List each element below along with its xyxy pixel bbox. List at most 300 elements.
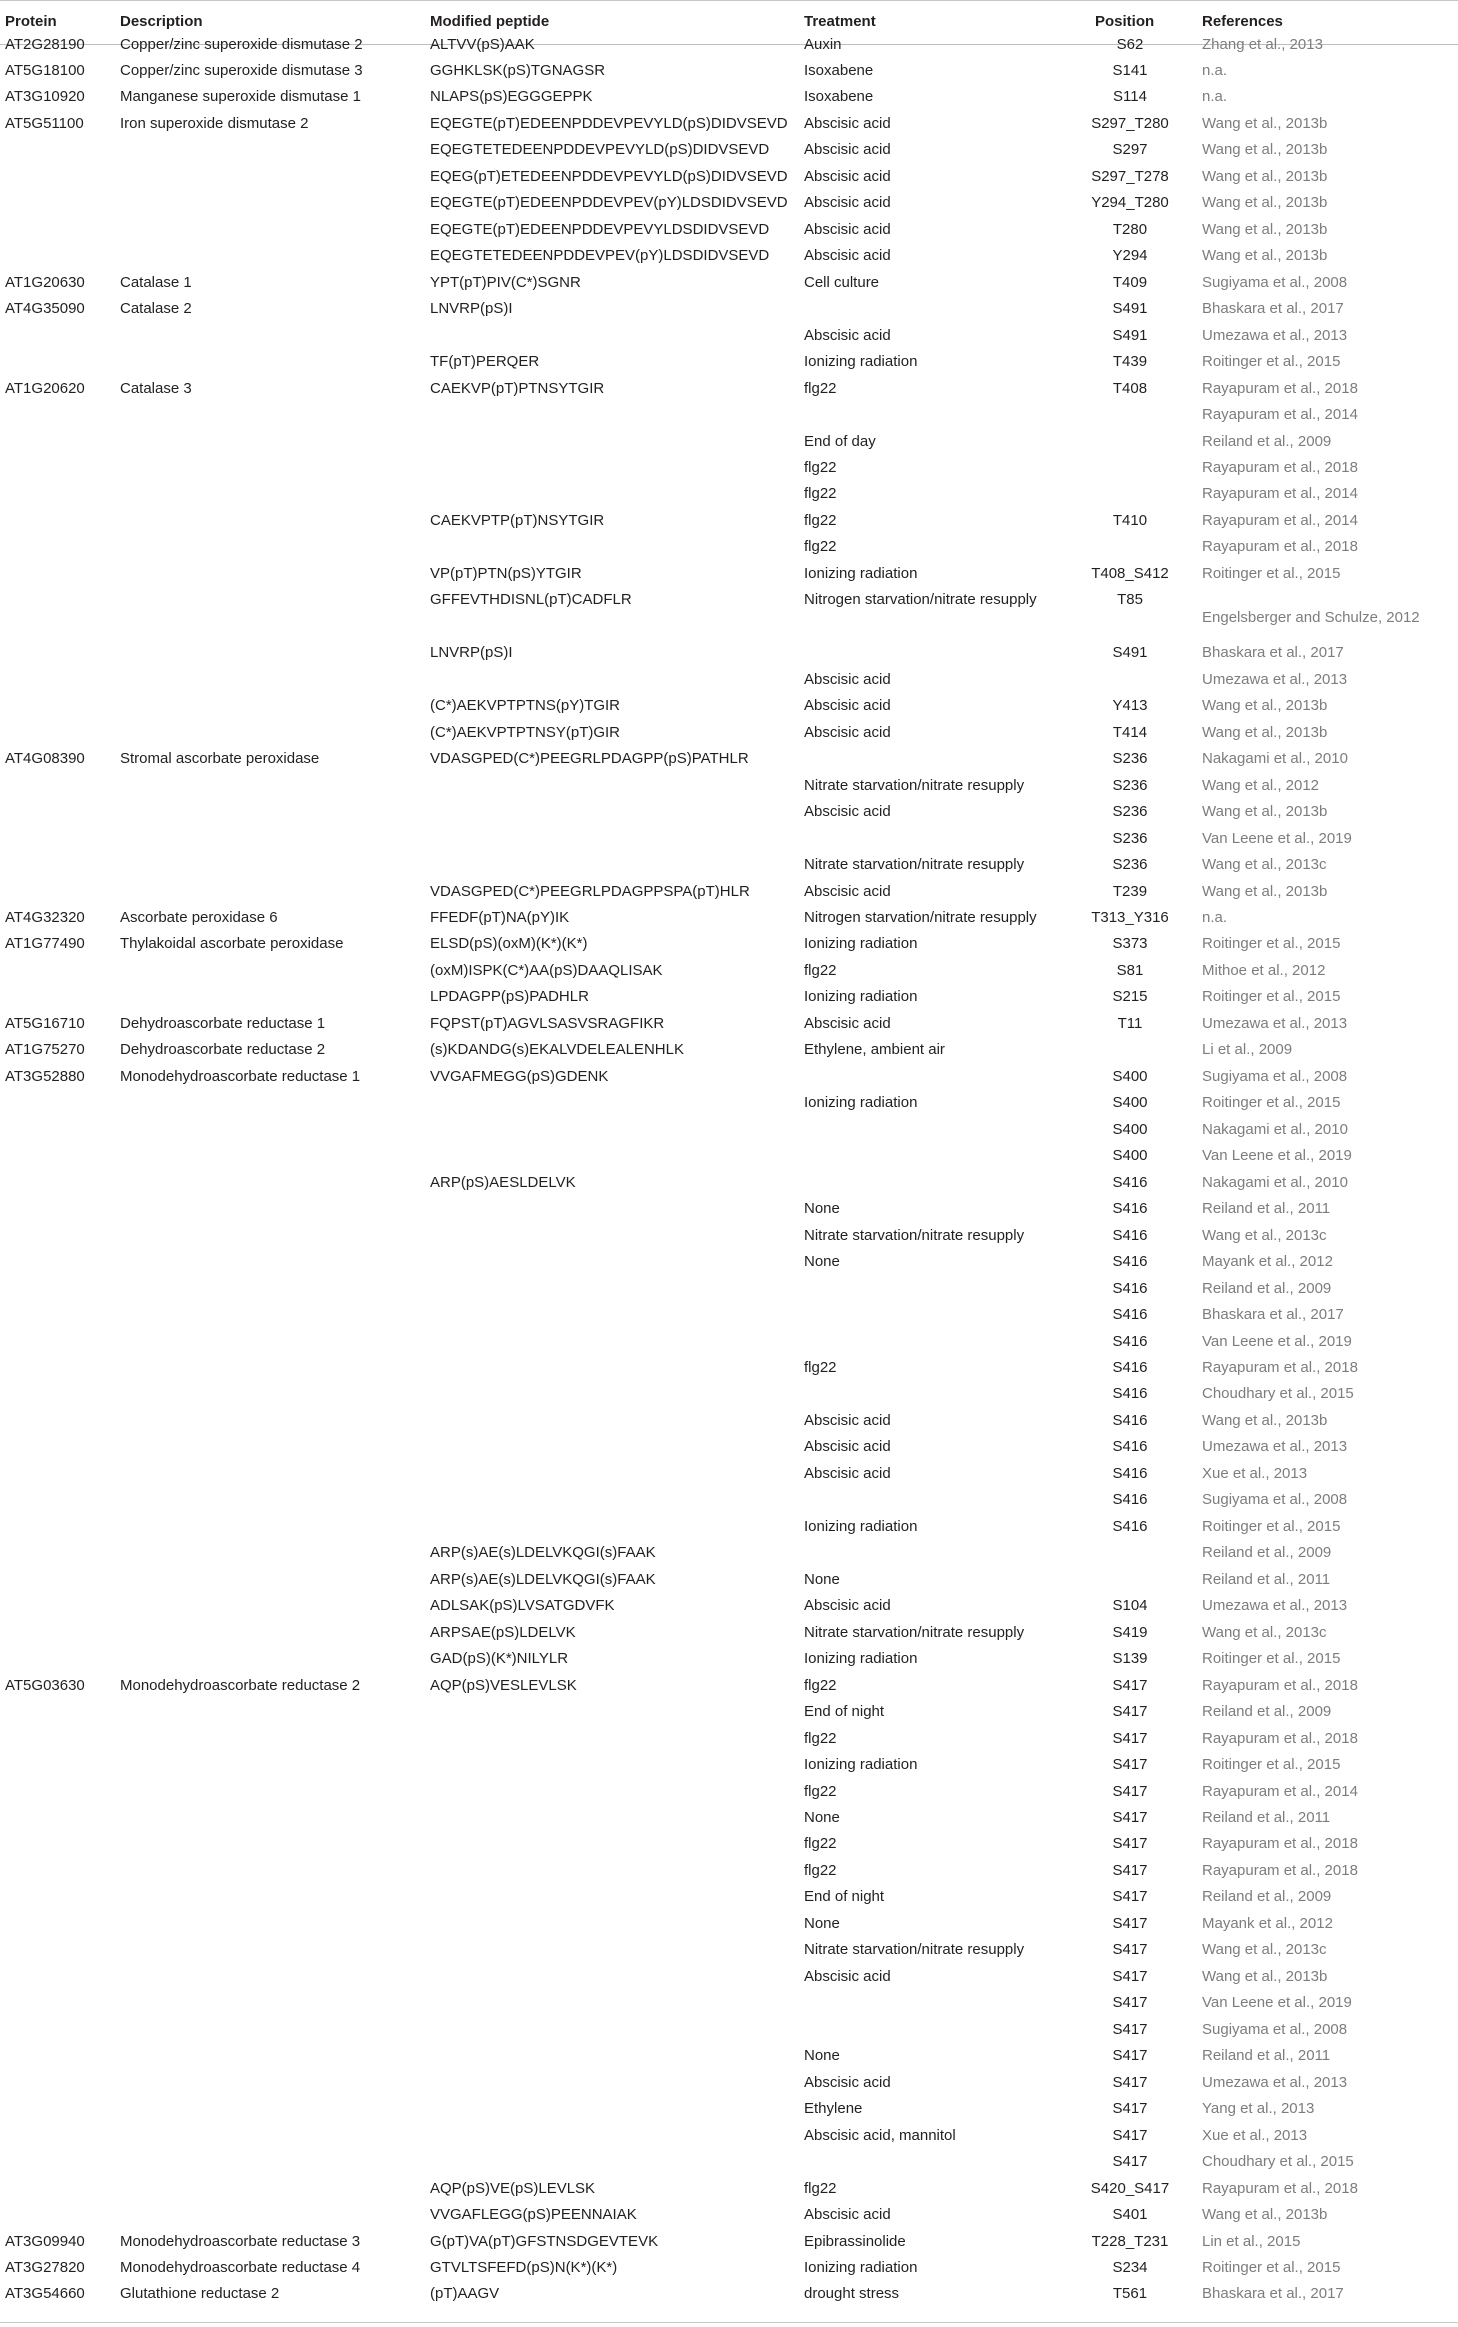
- protein-cell: AT2G28190: [5, 35, 85, 53]
- description-cell: Monodehydroascorbate reductase 4: [120, 2258, 361, 2276]
- treatment-cell: flg22: [804, 961, 837, 979]
- description-cell: Monodehydroascorbate reductase 1: [120, 1067, 361, 1085]
- modified-peptide-cell: LNVRP(pS)I: [430, 644, 513, 662]
- table-row: [0, 32, 1458, 58]
- treatment-cell: flg22: [804, 1676, 837, 1694]
- reference-cell: Roitinger et al., 2015: [1202, 353, 1341, 371]
- table-row: [0, 1726, 1458, 1752]
- reference-cell: Van Leene et al., 2019: [1202, 1994, 1352, 2012]
- description-cell: Catalase 3: [120, 379, 192, 397]
- table-row: [0, 905, 1458, 931]
- table-row: [0, 2043, 1458, 2069]
- position-cell: S236: [1112, 829, 1148, 847]
- reference-cell: Li et al., 2009: [1202, 1041, 1293, 1059]
- position-cell: T414: [1112, 723, 1148, 741]
- reference-cell: Nakagami et al., 2010: [1202, 1120, 1348, 1138]
- modified-peptide-cell: (C*)AEKVPTPTNS(pY)TGIR: [430, 697, 621, 715]
- reference-cell: Xue et al., 2013: [1202, 1464, 1308, 1482]
- protein-cell: AT5G16710: [5, 1014, 85, 1032]
- treatment-cell: Ionizing radiation: [804, 935, 918, 953]
- modified-peptide-cell: GAD(pS)(K*)NILYLR: [430, 1650, 569, 1668]
- table-row: [0, 746, 1458, 772]
- modified-peptide-cell: VVGAFLEGG(pS)PEENNAIAK: [430, 2206, 637, 2224]
- treatment-cell: Abscisic acid: [804, 194, 891, 212]
- header-protein: Protein: [5, 13, 57, 30]
- position-cell: S400: [1112, 1094, 1148, 1112]
- reference-cell: Wang et al., 2013c: [1202, 1941, 1327, 1959]
- table-row: [0, 587, 1458, 627]
- protein-cell: AT4G35090: [5, 300, 85, 318]
- protein-cell: AT1G75270: [5, 1041, 85, 1059]
- modified-peptide-cell: VDASGPED(C*)PEEGRLPDAGPP(pS)PATHLR: [430, 750, 749, 768]
- position-cell: [1075, 667, 1185, 693]
- header-references: References: [1202, 13, 1283, 30]
- position-cell: S417: [1112, 1782, 1148, 1800]
- reference-cell: Rayapuram et al., 2018: [1202, 1359, 1358, 1376]
- reference-cell: Wang et al., 2013b: [1202, 723, 1328, 741]
- protein-cell: AT3G54660: [5, 2285, 85, 2303]
- reference-cell: Rayapuram et al., 2018: [1202, 2179, 1358, 2197]
- treatment-cell: flg22: [804, 1359, 837, 1376]
- position-cell: S417: [1112, 2073, 1148, 2091]
- table-row: [0, 2229, 1458, 2255]
- description-cell: Monodehydroascorbate reductase 2: [120, 1676, 361, 1694]
- table-row: [0, 1567, 1458, 1593]
- treatment-cell: Abscisic acid: [804, 1464, 891, 1482]
- table-row: [0, 296, 1458, 322]
- table-row: [0, 455, 1458, 481]
- position-cell: S416: [1112, 1464, 1148, 1482]
- treatment-cell: Abscisic acid: [804, 167, 891, 185]
- position-cell: S416: [1112, 1226, 1148, 1244]
- position-cell: S416: [1112, 1173, 1148, 1191]
- position-cell: [1075, 534, 1185, 560]
- position-cell: T410: [1112, 511, 1148, 529]
- treatment-cell: Abscisic acid: [804, 670, 891, 688]
- position-cell: S419: [1112, 1623, 1148, 1641]
- reference-cell: Wang et al., 2012: [1202, 776, 1320, 794]
- treatment-cell: Nitrate starvation/nitrate resupply: [804, 776, 1025, 794]
- position-cell: T561: [1112, 2285, 1148, 2303]
- modified-peptide-cell: G(pT)VA(pT)GFSTNSDGEVTEVK: [430, 2232, 659, 2250]
- table-row: [0, 243, 1458, 269]
- treatment-cell: None: [804, 2047, 840, 2065]
- position-cell: S417: [1112, 1729, 1148, 1747]
- modified-peptide-cell: VVGAFMEGG(pS)GDENK: [430, 1067, 609, 1085]
- table-bottom-rule: [0, 2322, 1458, 2323]
- table-row: [0, 984, 1458, 1010]
- treatment-cell: flg22: [804, 538, 837, 556]
- modified-peptide-cell: (s)KDANDG(s)EKALVDELEALENHLK: [430, 1041, 684, 1059]
- treatment-cell: flg22: [804, 1835, 837, 1853]
- reference-cell: Umezawa et al., 2013: [1202, 2073, 1348, 2091]
- description-cell: Thylakoidal ascorbate peroxidase: [120, 935, 344, 953]
- modified-peptide-cell: EQEGTETEDEENPDDEVPEV(pY)LDSDIDVSEVD: [430, 247, 770, 265]
- position-cell: S417: [1112, 1967, 1148, 1985]
- position-cell: T408_S412: [1091, 564, 1169, 582]
- reference-cell: Wang et al., 2013c: [1202, 1226, 1327, 1244]
- description-cell: Manganese superoxide dismutase 1: [120, 88, 361, 106]
- position-cell: S401: [1112, 2206, 1148, 2224]
- modified-peptide-cell: ARP(pS)AESLDELVK: [430, 1173, 576, 1191]
- treatment-cell: drought stress: [804, 2285, 900, 2303]
- position-cell: S416: [1112, 1438, 1148, 1456]
- position-cell: S417: [1112, 1914, 1148, 1932]
- modified-peptide-cell: ARP(s)AE(s)LDELVKQGI(s)FAAK: [430, 1570, 656, 1588]
- table-row: [0, 640, 1458, 666]
- position-cell: S416: [1112, 1200, 1148, 1218]
- table-row: [0, 799, 1458, 825]
- treatment-cell: Abscisic acid: [804, 1597, 891, 1615]
- table-row: [0, 1593, 1458, 1619]
- treatment-cell: Abscisic acid: [804, 1967, 891, 1985]
- modified-peptide-cell: LNVRP(pS)I: [430, 300, 513, 318]
- position-cell: S104: [1112, 1597, 1148, 1615]
- table-row: [0, 614, 1458, 640]
- protein-cell: AT1G20620: [5, 379, 85, 397]
- reference-cell: Wang et al., 2013b: [1202, 803, 1328, 821]
- reference-cell: Nakagami et al., 2010: [1202, 1173, 1348, 1191]
- table-row: [0, 1487, 1458, 1513]
- position-cell: T313_Y316: [1091, 909, 1169, 926]
- treatment-cell: Abscisic acid: [804, 723, 891, 741]
- treatment-cell: Abscisic acid: [804, 882, 891, 900]
- reference-cell: n.a.: [1202, 909, 1228, 926]
- table-row: [0, 1514, 1458, 1540]
- position-cell: S417: [1112, 2047, 1148, 2065]
- reference-cell: Rayapuram et al., 2018: [1202, 1861, 1358, 1879]
- reference-cell: Roitinger et al., 2015: [1202, 2258, 1341, 2276]
- description-cell: Monodehydroascorbate reductase 3: [120, 2232, 361, 2250]
- treatment-cell: None: [804, 1253, 840, 1271]
- treatment-cell: flg22: [804, 511, 837, 529]
- modified-peptide-cell: GGHKLSK(pS)TGNAGSR: [430, 61, 606, 79]
- table-row: [0, 2070, 1458, 2096]
- modified-peptide-cell: CAEKVP(pT)PTNSYTGIR: [430, 379, 605, 397]
- reference-cell: n.a.: [1202, 61, 1228, 79]
- reference-cell: Roitinger et al., 2015: [1202, 1756, 1341, 1774]
- treatment-cell: Auxin: [804, 35, 842, 53]
- table-row: [0, 2202, 1458, 2228]
- treatment-cell: Abscisic acid: [804, 141, 891, 159]
- protein-cell: AT3G52880: [5, 1067, 85, 1085]
- treatment-cell: Abscisic acid: [804, 114, 891, 132]
- position-cell: S236: [1112, 750, 1148, 768]
- treatment-cell: flg22: [804, 1729, 837, 1747]
- position-cell: Y294_T280: [1091, 194, 1169, 212]
- position-cell: S491: [1112, 300, 1148, 318]
- treatment-cell: Ionizing radiation: [804, 1756, 918, 1774]
- position-cell: T408: [1112, 379, 1148, 397]
- treatment-cell: End of day: [804, 432, 876, 450]
- modified-peptide-cell: (pT)AAGV: [430, 2285, 500, 2303]
- table-row: [0, 111, 1458, 137]
- treatment-cell: Epibrassinolide: [804, 2232, 906, 2250]
- position-cell: S400: [1112, 1120, 1148, 1138]
- table-row: [0, 1223, 1458, 1249]
- reference-cell: Van Leene et al., 2019: [1202, 1147, 1352, 1165]
- description-cell: Catalase 2: [120, 300, 192, 318]
- reference-cell: Roitinger et al., 2015: [1202, 935, 1341, 953]
- reference-cell: Sugiyama et al., 2008: [1202, 1491, 1348, 1509]
- position-cell: S417: [1112, 2020, 1148, 2038]
- position-cell: T280: [1112, 220, 1148, 238]
- table-row: [0, 1990, 1458, 2016]
- table-row: [0, 1646, 1458, 1672]
- position-cell: S417: [1112, 1676, 1148, 1694]
- reference-cell: Bhaskara et al., 2017: [1202, 300, 1344, 318]
- reference-cell: Reiland et al., 2011: [1202, 2047, 1331, 2065]
- modified-peptide-cell: VDASGPED(C*)PEEGRLPDAGPPSPA(pT)HLR: [430, 882, 750, 900]
- reference-cell: Roitinger et al., 2015: [1202, 1517, 1341, 1535]
- position-cell: S491: [1112, 326, 1148, 344]
- reference-cell: Bhaskara et al., 2017: [1202, 1306, 1344, 1324]
- modified-peptide-cell: GFFEVTHDISNL(pT)CADFLR: [430, 591, 632, 609]
- position-cell: S141: [1112, 61, 1148, 79]
- position-cell: S400: [1112, 1067, 1148, 1085]
- reference-cell: Sugiyama et al., 2008: [1202, 1067, 1348, 1085]
- position-cell: S420_S417: [1090, 2179, 1170, 2197]
- table-top-rule: [0, 0, 1458, 1]
- table-row: [0, 1408, 1458, 1434]
- table-row: [0, 1381, 1458, 1407]
- position-cell: S417: [1112, 1994, 1148, 2012]
- modified-peptide-cell: ELSD(pS)(oxM)(K*)(K*): [430, 935, 588, 953]
- table-row: [0, 1011, 1458, 1037]
- reference-cell: Reiland et al., 2009: [1202, 432, 1332, 450]
- reference-cell: Mithoe et al., 2012: [1202, 961, 1326, 979]
- position-cell: S236: [1112, 776, 1148, 794]
- position-cell: T228_T231: [1091, 2232, 1169, 2250]
- protein-cell: AT3G27820: [5, 2258, 85, 2276]
- treatment-cell: flg22: [804, 379, 837, 397]
- table-row: [0, 402, 1458, 428]
- table-row: [0, 879, 1458, 905]
- position-cell: S417: [1112, 1835, 1148, 1853]
- table-row: [0, 2255, 1458, 2281]
- reference-cell: Engelsberger and Schulze, 2012: [1202, 609, 1420, 627]
- position-cell: S236: [1112, 856, 1148, 874]
- treatment-cell: Nitrogen starvation/nitrate resupply: [804, 591, 1037, 609]
- position-cell: [1075, 1540, 1185, 1566]
- position-cell: S417: [1112, 1888, 1148, 1906]
- position-cell: S416: [1112, 1517, 1148, 1535]
- modified-peptide-cell: YPT(pT)PIV(C*)SGNR: [430, 273, 581, 291]
- treatment-cell: Nitrate starvation/nitrate resupply: [804, 1623, 1025, 1641]
- modified-peptide-cell: (C*)AEKVPTPTNSY(pT)GIR: [430, 723, 621, 741]
- treatment-cell: Nitrogen starvation/nitrate resupply: [804, 909, 1037, 926]
- treatment-cell: Ionizing radiation: [804, 1517, 918, 1535]
- position-cell: S297_T278: [1091, 167, 1169, 185]
- table-row: [0, 1699, 1458, 1725]
- reference-cell: Roitinger et al., 2015: [1202, 564, 1341, 582]
- table-row: [0, 190, 1458, 216]
- treatment-cell: None: [804, 1570, 840, 1588]
- description-cell: Dehydroascorbate reductase 1: [120, 1014, 326, 1032]
- position-cell: S139: [1112, 1650, 1148, 1668]
- table-row: [0, 2123, 1458, 2149]
- position-cell: [1075, 402, 1185, 428]
- header-treatment: Treatment: [804, 13, 876, 30]
- header-modified-peptide: Modified peptide: [430, 13, 550, 30]
- table-row: [0, 852, 1458, 878]
- reference-cell: Rayapuram et al., 2018: [1202, 459, 1358, 477]
- position-cell: S417: [1112, 2100, 1148, 2118]
- table-row: [0, 1540, 1458, 1566]
- position-cell: S114: [1113, 88, 1147, 106]
- reference-cell: Yang et al., 2013: [1202, 2100, 1315, 2118]
- table-row: [0, 1302, 1458, 1328]
- table-row: [0, 1620, 1458, 1646]
- treatment-cell: Ionizing radiation: [804, 1094, 918, 1112]
- table-row: [0, 1117, 1458, 1143]
- modified-peptide-cell: ADLSAK(pS)LVSATGDVFK: [430, 1597, 615, 1615]
- description-cell: Stromal ascorbate peroxidase: [120, 750, 320, 768]
- table-row: [0, 376, 1458, 402]
- position-cell: S81: [1116, 961, 1144, 979]
- position-cell: S491: [1112, 644, 1148, 662]
- description-cell: Glutathione reductase 2: [120, 2285, 280, 2303]
- position-cell: [1075, 481, 1185, 507]
- reference-cell: Wang et al., 2013b: [1202, 167, 1328, 185]
- table-row: [0, 826, 1458, 852]
- modified-peptide-cell: AQP(pS)VE(pS)LEVLSK: [430, 2179, 596, 2197]
- position-cell: [1075, 1037, 1185, 1063]
- table-row: [0, 1858, 1458, 1884]
- treatment-cell: Ionizing radiation: [804, 1650, 918, 1668]
- description-cell: Iron superoxide dismutase 2: [120, 114, 309, 132]
- table-row: [0, 1937, 1458, 1963]
- table-row: [0, 2281, 1458, 2307]
- table-row: [0, 2149, 1458, 2175]
- table-row: [0, 1752, 1458, 1778]
- table-row: [0, 1196, 1458, 1222]
- table-row: [0, 561, 1458, 587]
- reference-cell: Reiland et al., 2009: [1202, 1703, 1332, 1721]
- table-row: [0, 2176, 1458, 2202]
- reference-cell: Rayapuram et al., 2018: [1202, 379, 1358, 397]
- table-row: [0, 1461, 1458, 1487]
- table-row: [0, 534, 1458, 560]
- position-cell: S236: [1112, 803, 1148, 821]
- modified-peptide-cell: LPDAGPP(pS)PADHLR: [430, 988, 589, 1006]
- position-cell: T11: [1117, 1014, 1143, 1032]
- position-cell: T439: [1112, 353, 1148, 371]
- table-row: [0, 1911, 1458, 1937]
- reference-cell: Rayapuram et al., 2018: [1202, 538, 1358, 556]
- modified-peptide-cell: (oxM)ISPK(C*)AA(pS)DAAQLISAK: [430, 961, 663, 979]
- treatment-cell: Ionizing radiation: [804, 353, 918, 371]
- modified-peptide-cell: EQEGTETEDEENPDDEVPEVYLD(pS)DIDVSEVD: [430, 141, 770, 159]
- reference-cell: Wang et al., 2013b: [1202, 882, 1328, 900]
- reference-cell: Reiland et al., 2009: [1202, 1888, 1332, 1906]
- reference-cell: Reiland et al., 2009: [1202, 1544, 1332, 1562]
- position-cell: S400: [1112, 1147, 1148, 1165]
- modified-peptide-cell: EQEGTE(pT)EDEENPDDEVPEV(pY)LDSDIDVSEVD: [430, 194, 788, 212]
- reference-cell: Bhaskara et al., 2017: [1202, 2285, 1344, 2303]
- position-cell: S416: [1112, 1359, 1148, 1376]
- protein-cell: AT1G20630: [5, 273, 85, 291]
- reference-cell: Wang et al., 2013b: [1202, 2206, 1328, 2224]
- table-row: [0, 137, 1458, 163]
- modified-peptide-cell: ARP(s)AE(s)LDELVKQGI(s)FAAK: [430, 1544, 656, 1562]
- position-cell: S416: [1112, 1411, 1148, 1429]
- treatment-cell: None: [804, 1808, 840, 1826]
- treatment-cell: Ethylene, ambient air: [804, 1041, 945, 1059]
- treatment-cell: Abscisic acid: [804, 220, 891, 238]
- protein-cell: AT4G08390: [5, 750, 85, 768]
- protein-cell: AT5G18100: [5, 61, 85, 79]
- reference-cell: Van Leene et al., 2019: [1202, 1332, 1352, 1350]
- modified-peptide-cell: EQEGTE(pT)EDEENPDDEVPEVYLDSDIDVSEVD: [430, 220, 770, 238]
- table-row: [0, 84, 1458, 110]
- reference-cell: Umezawa et al., 2013: [1202, 326, 1348, 344]
- reference-cell: Wang et al., 2013b: [1202, 1967, 1328, 1985]
- treatment-cell: End of night: [804, 1888, 885, 1906]
- protein-cell: AT5G03630: [5, 1676, 85, 1694]
- treatment-cell: Abscisic acid: [804, 2073, 891, 2091]
- table-row: [0, 1276, 1458, 1302]
- treatment-cell: flg22: [804, 1782, 837, 1800]
- reference-cell: Wang et al., 2013b: [1202, 697, 1328, 715]
- position-cell: [1075, 1567, 1185, 1593]
- reference-cell: Roitinger et al., 2015: [1202, 988, 1341, 1006]
- position-cell: S416: [1112, 1306, 1148, 1324]
- modified-peptide-cell: EQEGTE(pT)EDEENPDDEVPEVYLD(pS)DIDVSEVD: [430, 114, 788, 132]
- treatment-cell: Isoxabene: [804, 61, 874, 79]
- modified-peptide-cell: EQEG(pT)ETEDEENPDDEVPEVYLD(pS)DIDVSEVD: [430, 167, 788, 185]
- table-row: [0, 1434, 1458, 1460]
- protein-cell: AT1G77490: [5, 935, 85, 953]
- reference-cell: Rayapuram et al., 2018: [1202, 1835, 1358, 1853]
- modified-peptide-cell: CAEKVPTP(pT)NSYTGIR: [430, 511, 605, 529]
- table-row: [0, 1037, 1458, 1063]
- table-row: [0, 429, 1458, 455]
- reference-cell: Bhaskara et al., 2017: [1202, 644, 1344, 662]
- position-cell: S417: [1112, 1861, 1148, 1879]
- table-row: [0, 693, 1458, 719]
- treatment-cell: Nitrate starvation/nitrate resupply: [804, 1226, 1025, 1244]
- protein-cell: AT5G51100: [5, 114, 84, 132]
- reference-cell: Reiland et al., 2011: [1202, 1570, 1331, 1588]
- reference-cell: Sugiyama et al., 2008: [1202, 2020, 1348, 2038]
- reference-cell: Wang et al., 2013b: [1202, 1411, 1328, 1429]
- table-row: [0, 58, 1458, 84]
- treatment-cell: Abscisic acid: [804, 1014, 891, 1032]
- modified-peptide-cell: ARPSAE(pS)LDELVK: [430, 1623, 576, 1641]
- treatment-cell: Abscisic acid: [804, 1438, 891, 1456]
- position-cell: S417: [1112, 1808, 1148, 1826]
- reference-cell: Rayapuram et al., 2018: [1202, 1729, 1358, 1747]
- position-cell: T409: [1112, 273, 1148, 291]
- reference-cell: Wang et al., 2013b: [1202, 141, 1328, 159]
- reference-cell: Roitinger et al., 2015: [1202, 1094, 1341, 1112]
- position-cell: S234: [1112, 2258, 1148, 2276]
- position-cell: T239: [1112, 882, 1148, 900]
- reference-cell: Umezawa et al., 2013: [1202, 1438, 1348, 1456]
- table-row: [0, 1805, 1458, 1831]
- protein-cell: AT3G10920: [5, 88, 85, 106]
- position-cell: S297: [1112, 141, 1148, 159]
- reference-cell: n.a.: [1202, 88, 1228, 106]
- reference-cell: Wang et al., 2013b: [1202, 247, 1328, 265]
- treatment-cell: Abscisic acid: [804, 326, 891, 344]
- table-row: [0, 1355, 1458, 1381]
- treatment-cell: flg22: [804, 2179, 837, 2197]
- treatment-cell: End of night: [804, 1703, 885, 1721]
- position-cell: S416: [1112, 1491, 1148, 1509]
- reference-cell: Wang et al., 2013c: [1202, 856, 1327, 874]
